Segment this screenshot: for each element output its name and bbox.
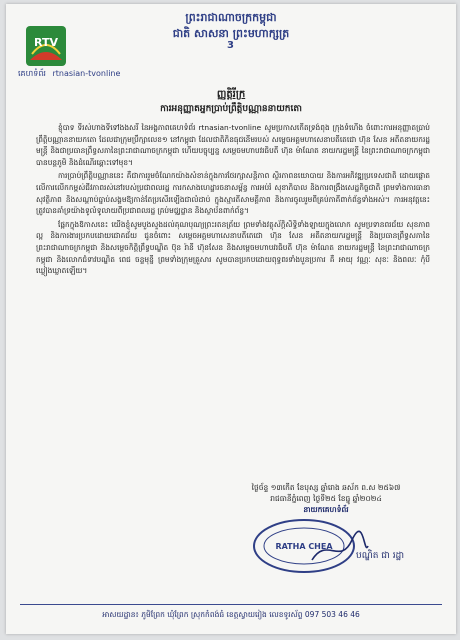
ornamental-separator: 3 bbox=[227, 40, 235, 51]
org-logo bbox=[24, 24, 68, 68]
official-seal-stamp bbox=[252, 516, 370, 576]
logo-text: RTV bbox=[34, 36, 58, 49]
body-paragraph-2: ការប្រាប់ព្រឹត្តិបណ្ណាននេះ គឺជាការរួមចំណែកយ៉ាងសំខាន់ក្នុងការថែរក្សាសន្តិភាព ស្ថិរភាពនយោបាយ និងការអភិវឌ្ឍប្រទេសជាតិ ដោយផ្ដោតលើការលើកកម្ពស់ជីវភាពរស់នៅរបស់ប្រជាពលរដ្ឋ ការកសាងហេដ្ឋារចនាសម្ព័ន្ធ ការអប់រំ សុខាភិបាល និងការពង្រឹងសេដ្ឋកិច្ចជាតិ ព្រមទាំងការធានាសុវត្ថិភាព និងសណ្ដាប់ធ្នាប់សង្គមឱ្យកាន់តែប្រសើរឡើងជាលំដាប់ ក្នុងស្មារតីសាមគ្គីភាព និងការចូលរួមពីគ្រប់ភាគីពាក់ព័ន្ធទាំងអស់។ ការអនុវត្តនេះ ត្រូវបានគាំទ្រយ៉ាងទូលំទូលាយពីប្រជាពលរដ្ឋ គ្រប់មជ្ឈដ្ឋាន និងស្ថាប័នពាក់ព័ន្ធ។ bbox=[36, 171, 430, 216]
date-signature-block bbox=[226, 482, 426, 515]
letter-body bbox=[36, 122, 430, 279]
letter-title: ញ្ញត្តិរីក្រ bbox=[216, 89, 246, 100]
body-paragraph-1: ខ្ញុំបាទ ទីរស់ហាងទីទៅងងសរី នៃអង្គភាពគេហទំព័រ rtnasian-tvonline សូមប្រកាសកើតទ្រង់ពុង ក្រុងទំហើង ចំពោះការអនុញ្ញាតប្រាប់ព្រឹត្តិបណ្ណាននាយកតោ ដែលជាក្រុមប្រឹក្សាលេខ១ នៅកម្ពុជា ដែលជាតិភិនធុជនើមរបស់ សម្ដេចអគ្គមហាសេនាបតីតេជោ ហ៊ុន សែន អតីតនាយករដ្ឋមន្ត្រី និងជាប្រធានព្រឹទ្ធសភានៃព្រះរាជាណាចក្រកម្ពុជា ហើយបច្ចុប្បន្ន សម្ដេចមហាបវរធិបតី ហ៊ុន ម៉ាណែត នាយករដ្ឋមន្ត្រី នៃព្រះរាជាណាចក្រកម្ពុជា បានបន្តភូមិ និងដំណើរឆ្ពោះទៅមុខ។ bbox=[36, 123, 430, 167]
letter-title-block bbox=[6, 88, 456, 116]
signer-name: បណ្ឌិត ជា រដ្ឋា bbox=[356, 551, 405, 561]
letter-page bbox=[6, 4, 456, 634]
national-motto: ជាតិ សាសនា ព្រះមហាក្សត្រ bbox=[172, 27, 290, 40]
solar-date: រាជធានីភ្នំពេញ ថ្ងៃទី២៥ ខែធ្នូ ឆ្នាំ២០២៤ bbox=[270, 494, 382, 503]
footer-divider bbox=[20, 604, 442, 605]
signing-office: នាយកគេហទំព័រ bbox=[303, 505, 349, 514]
letter-subtitle: ការអនុញ្ញាតអ្នកប្រាប់ព្រឹត្តិបណ្ណាននាយកតោ bbox=[160, 104, 302, 114]
org-caption bbox=[18, 68, 124, 80]
org-caption-kh: គេហទំព័រ bbox=[18, 69, 46, 78]
lunar-date: ថ្ងៃច័ន្ទ ១៣កើត ខែបុស្ស ឆ្នាំរោង ឆស័ក ព.ស ២៥៦៧ bbox=[251, 483, 401, 492]
footer-address: អាសយដ្ឋាន៖ ភូមិព្រែក ឃុំព្រែក ស្រុកកំពង់ធំ ខេត្តស្វាយរៀង លេខទូរស័ព្ទ 097 503 46 46 bbox=[102, 610, 360, 619]
seal-text: RATHA CHEA bbox=[275, 542, 333, 551]
kingdom-title: ព្រះរាជាណាចក្រកម្ពុជា bbox=[185, 11, 277, 24]
kingdom-header bbox=[6, 10, 456, 50]
org-caption-handle: rtnasian-tvonline bbox=[52, 69, 121, 78]
body-paragraph-3: ផ្អែកក្នុងឱកាសនេះ យើងខ្ញុំសូមបួងសួងដល់គុណបុណ្យព្រះរតនត្រ័យ ព្រមទាំងវត្ថុស័ក្តិសិទ្ធិទាំងឡាយក្នុងលោក សូមប្រទានពរជ័យ សុខភាពល្អ និងការងារប្រកបដោយជោគជ័យ ជូនចំពោះ សម្ដេចអគ្គមហាសេនាបតីតេជោ ហ៊ុន សែន អតីតនាយករដ្ឋមន្ត្រី និងប្រធានព្រឹទ្ធសភានៃព្រះរាជាណាចក្រកម្ពុជា និងសម្ដេចកិត្តិព្រឹទ្ធបណ្ឌិត ប៊ុន រ៉ានី ហ៊ុនសែន និងសម្ដេចមហាបវរធិបតី ហ៊ុន ម៉ាណែត នាយករដ្ឋមន្ត្រី នៃព្រះរាជាណាចក្រកម្ពុជា និងលោកជំទាវបណ្ឌិត ពេជ ចន្ទមុន្នី ព្រមទាំងក្រុមគ្រួសារ សូមបានប្រកបដោយពុទ្ធពរទាំងបួនប្រការ គឺ អាយុ វណ្ណៈ សុខៈ និងពលៈ កុំបីឃ្លៀងឃ្លាតឡើយ។ bbox=[36, 219, 430, 276]
